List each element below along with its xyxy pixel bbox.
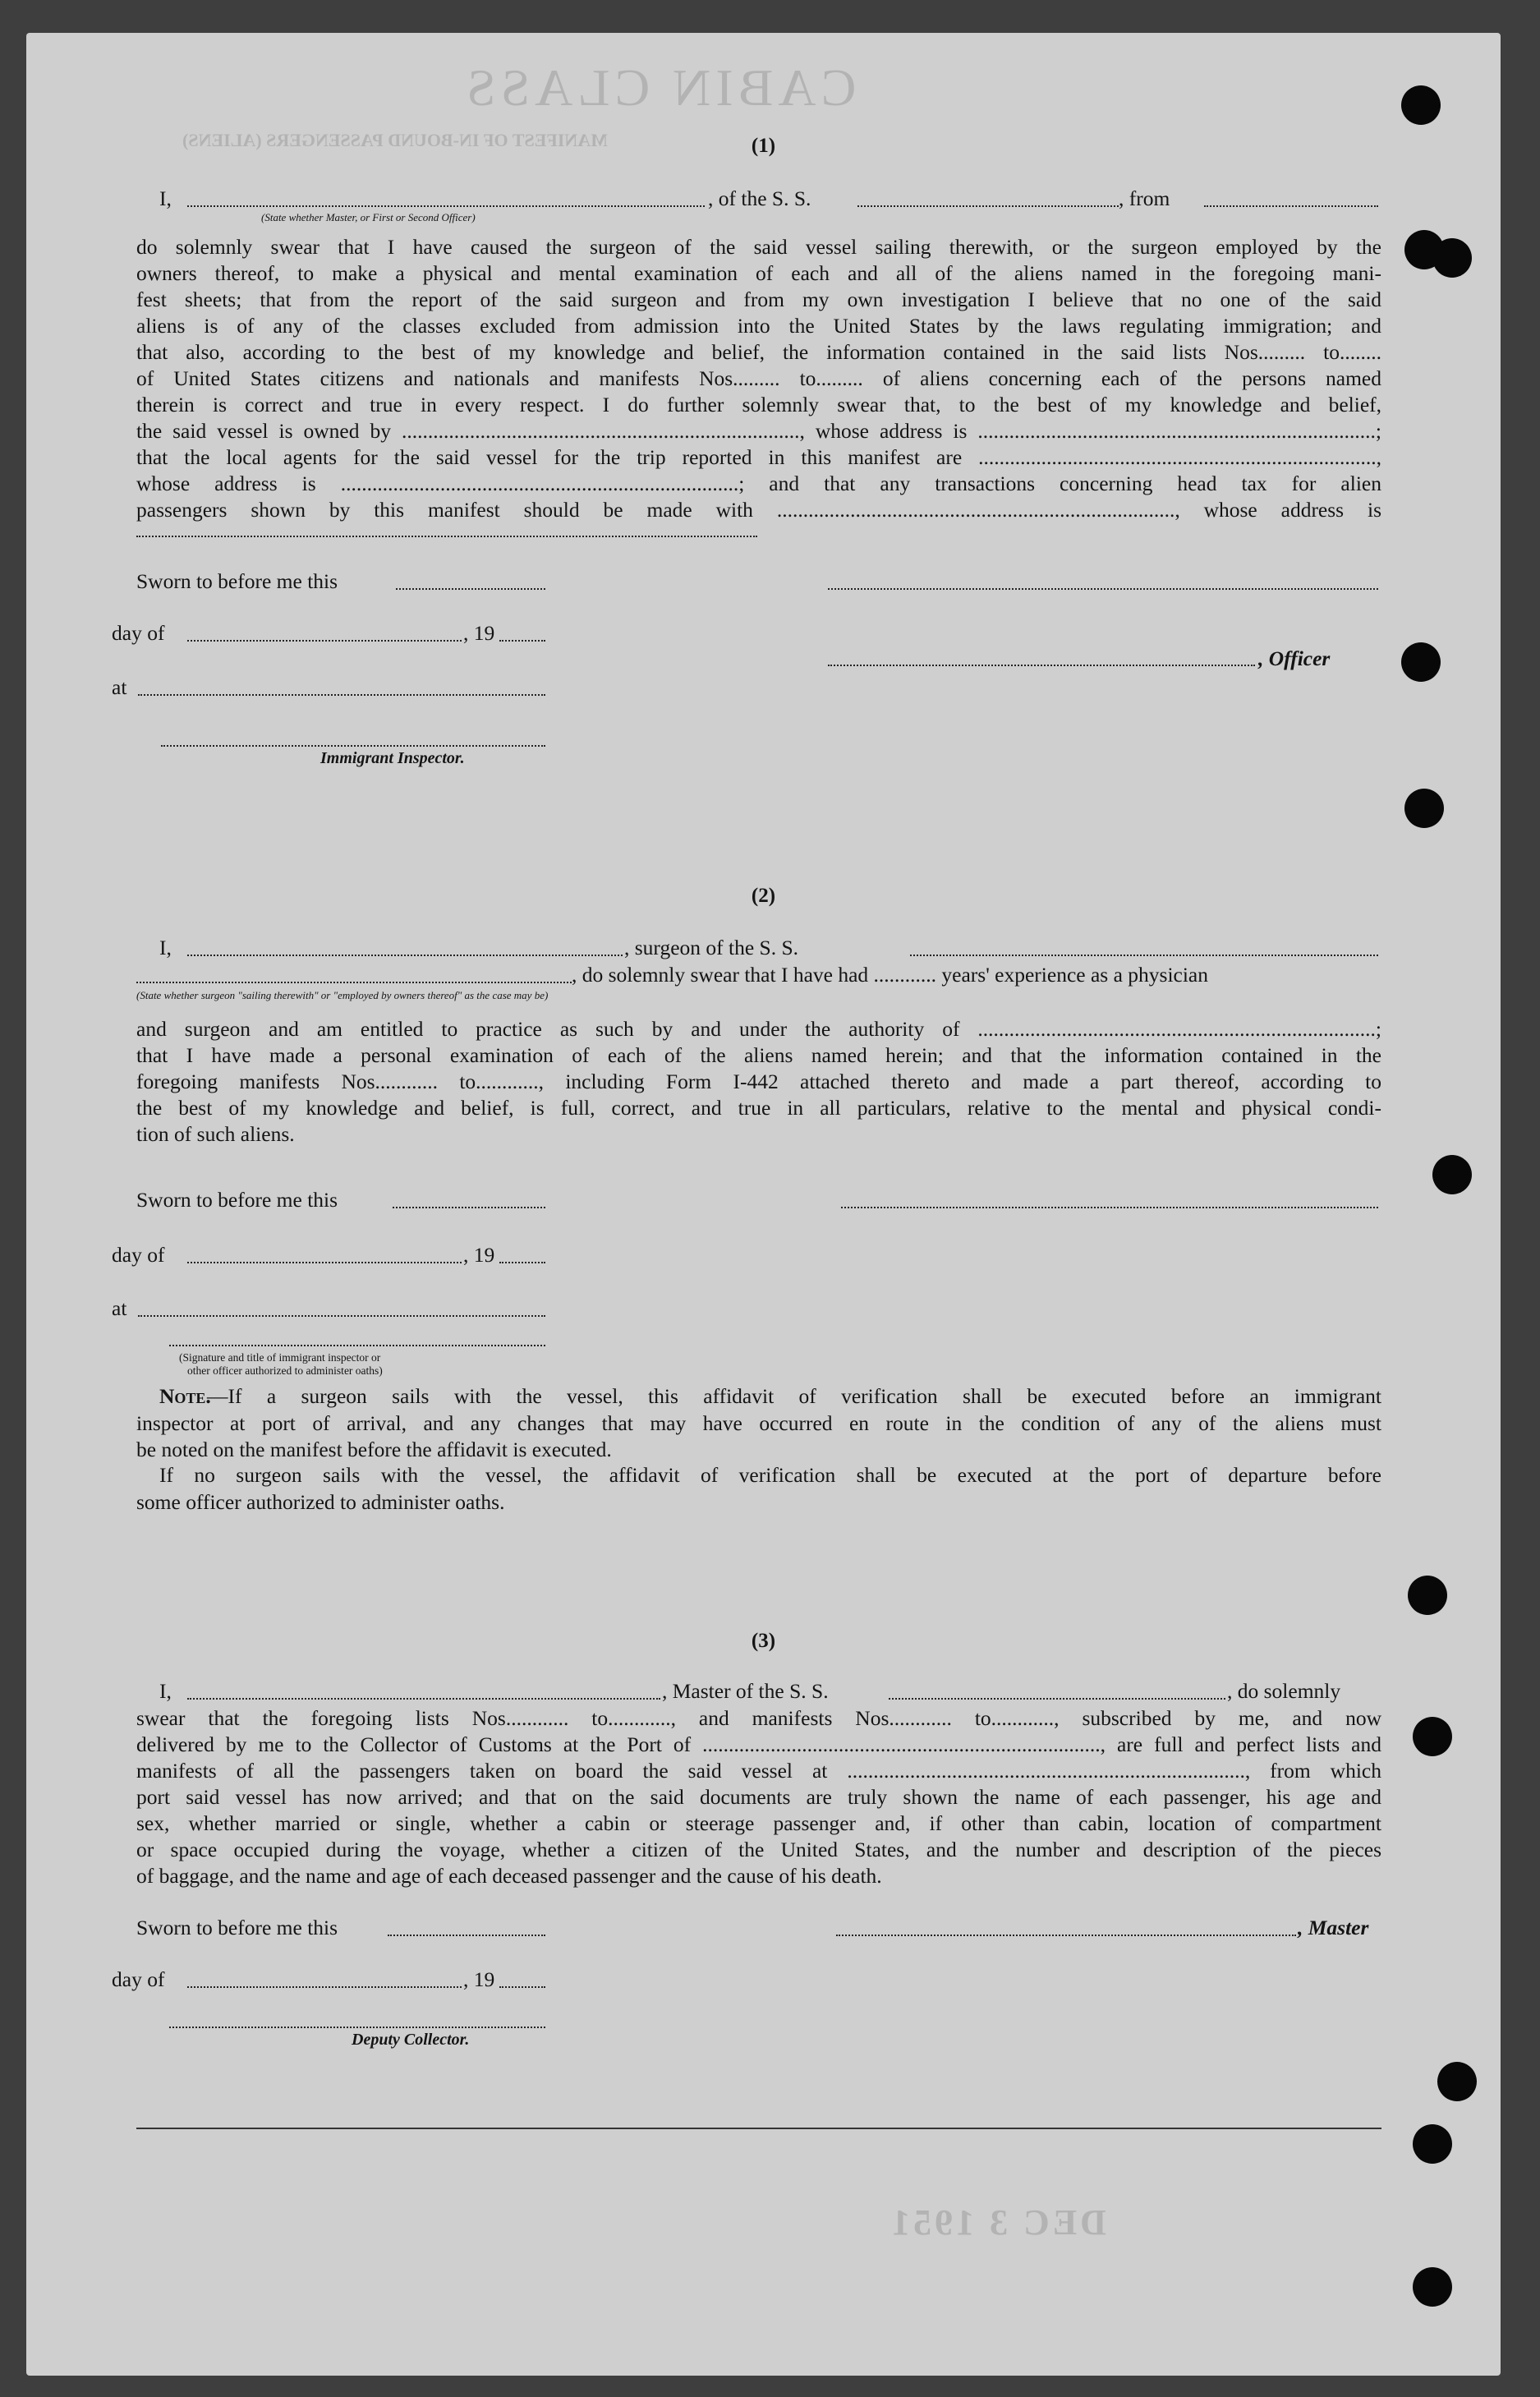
punch-hole (1401, 642, 1441, 682)
section-3-text-line: sex, whether married or single, whether a cabin or steerage passenger and, if other than cabin, location of compartment (136, 1811, 1381, 1835)
section-2-sworn-label: Sworn to before me this (136, 1188, 338, 1212)
section-3-text-line: of baggage, and the name and age of each deceased passenger and the cause of his death. (136, 1864, 882, 1888)
punch-hole (1401, 85, 1441, 125)
punch-hole (1413, 1717, 1452, 1756)
section-3-swear-label: , do solemnly (1227, 1679, 1341, 1703)
bottom-divider (136, 2128, 1381, 2129)
section-3-year-label: , 19 (463, 1967, 495, 1991)
section-2-at-field[interactable] (138, 1315, 545, 1317)
section-2-text-line: and surgeon and am entitled to practice as such by and under the authority of ............................................................................; (136, 1017, 1381, 1041)
section-1-text-line: the said vessel is owned by ............................................................................, whose address is ............................................................................; (136, 419, 1381, 443)
punch-hole (1413, 2124, 1452, 2164)
signature-note-line-1: (Signature and title of immigrant inspector or (179, 1351, 381, 1364)
section-2-text-line: that I have made a personal examination of each of the aliens named herein; and that the information contained in the (136, 1043, 1381, 1067)
section-1-text-line: that also, according to the best of my knowledge and belief, the information contained in the said lists Nos......... to........ (136, 340, 1381, 364)
surgeon-status-field[interactable] (136, 982, 572, 983)
section-1-text-line: whose address is ............................................................................; and that any transactions concerning head tax for alien (136, 472, 1381, 495)
section-3-text-line: manifests of all the passengers taken on board the said vessel at ............................................................................, from which (136, 1759, 1381, 1783)
section-3-text-line: swear that the foregoing lists Nos............ to............, and manifests Nos............ to............, subscribed by me, and now (136, 1706, 1381, 1730)
section-2-day-of-field[interactable] (187, 1262, 462, 1263)
punch-hole (1408, 1576, 1447, 1615)
section-2-day-of-label: day of (112, 1243, 165, 1267)
section-3-day-of-field[interactable] (187, 1986, 462, 1988)
bleed-through-subtitle: MANIFEST OF IN-BOUND PASSENGERS (ALIENS) (182, 130, 608, 150)
inspector-signature-field-2[interactable] (169, 1345, 545, 1346)
deputy-collector-label: Deputy Collector. (352, 2031, 470, 2049)
section-1-year-label: , 19 (463, 621, 495, 645)
section-1-text-line: passengers shown by this manifest should be made with ............................................................................, whose address is (136, 498, 1381, 522)
section-1-sworn-date-field[interactable] (396, 588, 545, 590)
section-1-text-line: that the local agents for the said vessel for the trip reported in this manifest are ............................................................................, (136, 445, 1381, 469)
section-3-number: (3) (751, 1630, 776, 1652)
section-2-text-line: the best of my knowledge and belief, is full, correct, and true in all particulars, relative to the mental and physical condi- (136, 1096, 1381, 1120)
section-1-day-of-label: day of (112, 621, 165, 645)
section-1-text-line: of United States citizens and nationals and manifests Nos......... to......... of aliens concerning each of the persons named (136, 366, 1381, 390)
section-2-at-label: at (112, 1296, 127, 1320)
section-1-text-line: do solemnly swear that I have caused the surgeon of the said vessel sailing therewith, or the surgeon employed by the (136, 235, 1381, 259)
section-2-year-label: , 19 (463, 1243, 495, 1267)
master-name-field[interactable] (187, 205, 705, 207)
section-3-sworn-date-field[interactable] (388, 1935, 545, 1936)
deputy-collector-signature-field[interactable] (169, 2027, 545, 2028)
section-3-i-label: I, (159, 1679, 172, 1703)
note-label: Note. (159, 1384, 211, 1408)
note-text-line: be noted on the manifest before the affidavit is executed. (136, 1438, 612, 1461)
section-1-text-line: aliens is of any of the classes excluded from admission into the United States by the laws regulating immigration; and (136, 314, 1381, 338)
ship-name-field-2[interactable] (910, 955, 1378, 956)
section-2-surgeon-note: (State whether surgeon "sailing therewith" or "employed by owners thereof" as the case may be) (136, 989, 549, 1001)
surgeon-signature-field[interactable] (841, 1207, 1378, 1208)
section-1-ship-label: , of the S. S. (708, 186, 811, 210)
section-1-number: (1) (751, 135, 776, 157)
section-2-text-line: foregoing manifests Nos............ to............, including Form I-442 attached thereto and made a part thereof, according to (136, 1070, 1381, 1093)
section-2-swear-text: , do solemnly swear that I have had ............ years' experience as a physician (572, 963, 1208, 987)
punch-hole (1437, 2062, 1477, 2101)
note-2-text-line: some officer authorized to administer oaths. (136, 1490, 505, 1514)
bleed-through-title: CABIN CLASS (462, 58, 857, 117)
section-3-text-line: delivered by me to the Collector of Customs at the Port of ............................................................................, are full and perfect lists and (136, 1732, 1381, 1756)
section-3-text-line: or space occupied during the voyage, whether a citizen of the United States, and the number and description of the pieces (136, 1838, 1381, 1861)
manifest-affidavit-page (26, 33, 1501, 2376)
section-1-i-label: I, (159, 186, 172, 210)
section-1-text-line: owners thereof, to make a physical and mental examination of each and all of the aliens named in the foregoing mani- (136, 261, 1381, 285)
note-text-line: —If a surgeon sails with the vessel, this affidavit of verification shall be executed before an immigrant (207, 1384, 1381, 1408)
master-label: , Master (1298, 1916, 1369, 1939)
section-3-text-line: port said vessel has now arrived; and that on the said documents are truly shown the name of each passenger, his age and (136, 1785, 1381, 1809)
bleed-through-stamp: DEC 3 1951 (889, 2202, 1106, 2243)
officer-signature-field[interactable] (828, 588, 1378, 590)
punch-hole (1432, 1155, 1472, 1194)
master-signature-field[interactable] (836, 1935, 1296, 1936)
head-tax-address-field[interactable] (136, 536, 757, 537)
ship-name-field-1[interactable] (857, 205, 1119, 207)
officer-title-field[interactable] (828, 665, 1255, 666)
punch-hole (1404, 789, 1444, 828)
note-2-text-line: If no surgeon sails with the vessel, the affidavit of verification shall be executed at the port of departure before (159, 1463, 1381, 1487)
master-name-field-3[interactable] (187, 1698, 660, 1700)
section-3-sworn-label: Sworn to before me this (136, 1916, 338, 1939)
immigrant-inspector-label: Immigrant Inspector. (320, 749, 465, 767)
section-3-day-of-label: day of (112, 1967, 165, 1991)
section-2-sworn-date-field[interactable] (393, 1207, 545, 1208)
section-1-day-of-field[interactable] (187, 640, 462, 642)
ship-name-field-3[interactable] (889, 1698, 1225, 1700)
immigrant-inspector-signature-field[interactable] (161, 745, 545, 747)
section-2-i-label: I, (159, 936, 172, 959)
surgeon-name-field[interactable] (187, 955, 623, 956)
note-text-line: inspector at port of arrival, and any changes that may have occurred en route in the condition of any of the aliens must (136, 1411, 1381, 1435)
section-2-year-field[interactable] (499, 1262, 545, 1263)
punch-hole (1432, 238, 1472, 278)
departure-port-field[interactable] (1204, 205, 1378, 207)
section-1-from-label: , from (1119, 186, 1170, 210)
section-1-at-label: at (112, 675, 127, 699)
section-1-text-line: fest sheets; that from the report of the said surgeon and from my own investigation I believe that no one of the said (136, 288, 1381, 311)
section-1-year-field[interactable] (499, 640, 545, 642)
punch-hole (1413, 2267, 1452, 2307)
section-3-master-label: , Master of the S. S. (662, 1679, 829, 1703)
section-1-text-line: therein is correct and true in every respect. I do further solemnly swear that, to the best of my knowledge and belief, (136, 393, 1381, 416)
section-2-text-line: tion of such aliens. (136, 1122, 295, 1146)
signature-note-line-2: other officer authorized to administer oaths) (187, 1364, 383, 1377)
section-1-sworn-label: Sworn to before me this (136, 569, 338, 593)
section-3-year-field[interactable] (499, 1986, 545, 1988)
officer-label: , Officer (1258, 646, 1331, 670)
section-1-title-note: (State whether Master, or First or Second Officer) (261, 211, 476, 223)
section-2-surgeon-label: , surgeon of the S. S. (624, 936, 799, 959)
section-1-at-field[interactable] (138, 694, 545, 696)
section-2-number: (2) (751, 885, 776, 907)
